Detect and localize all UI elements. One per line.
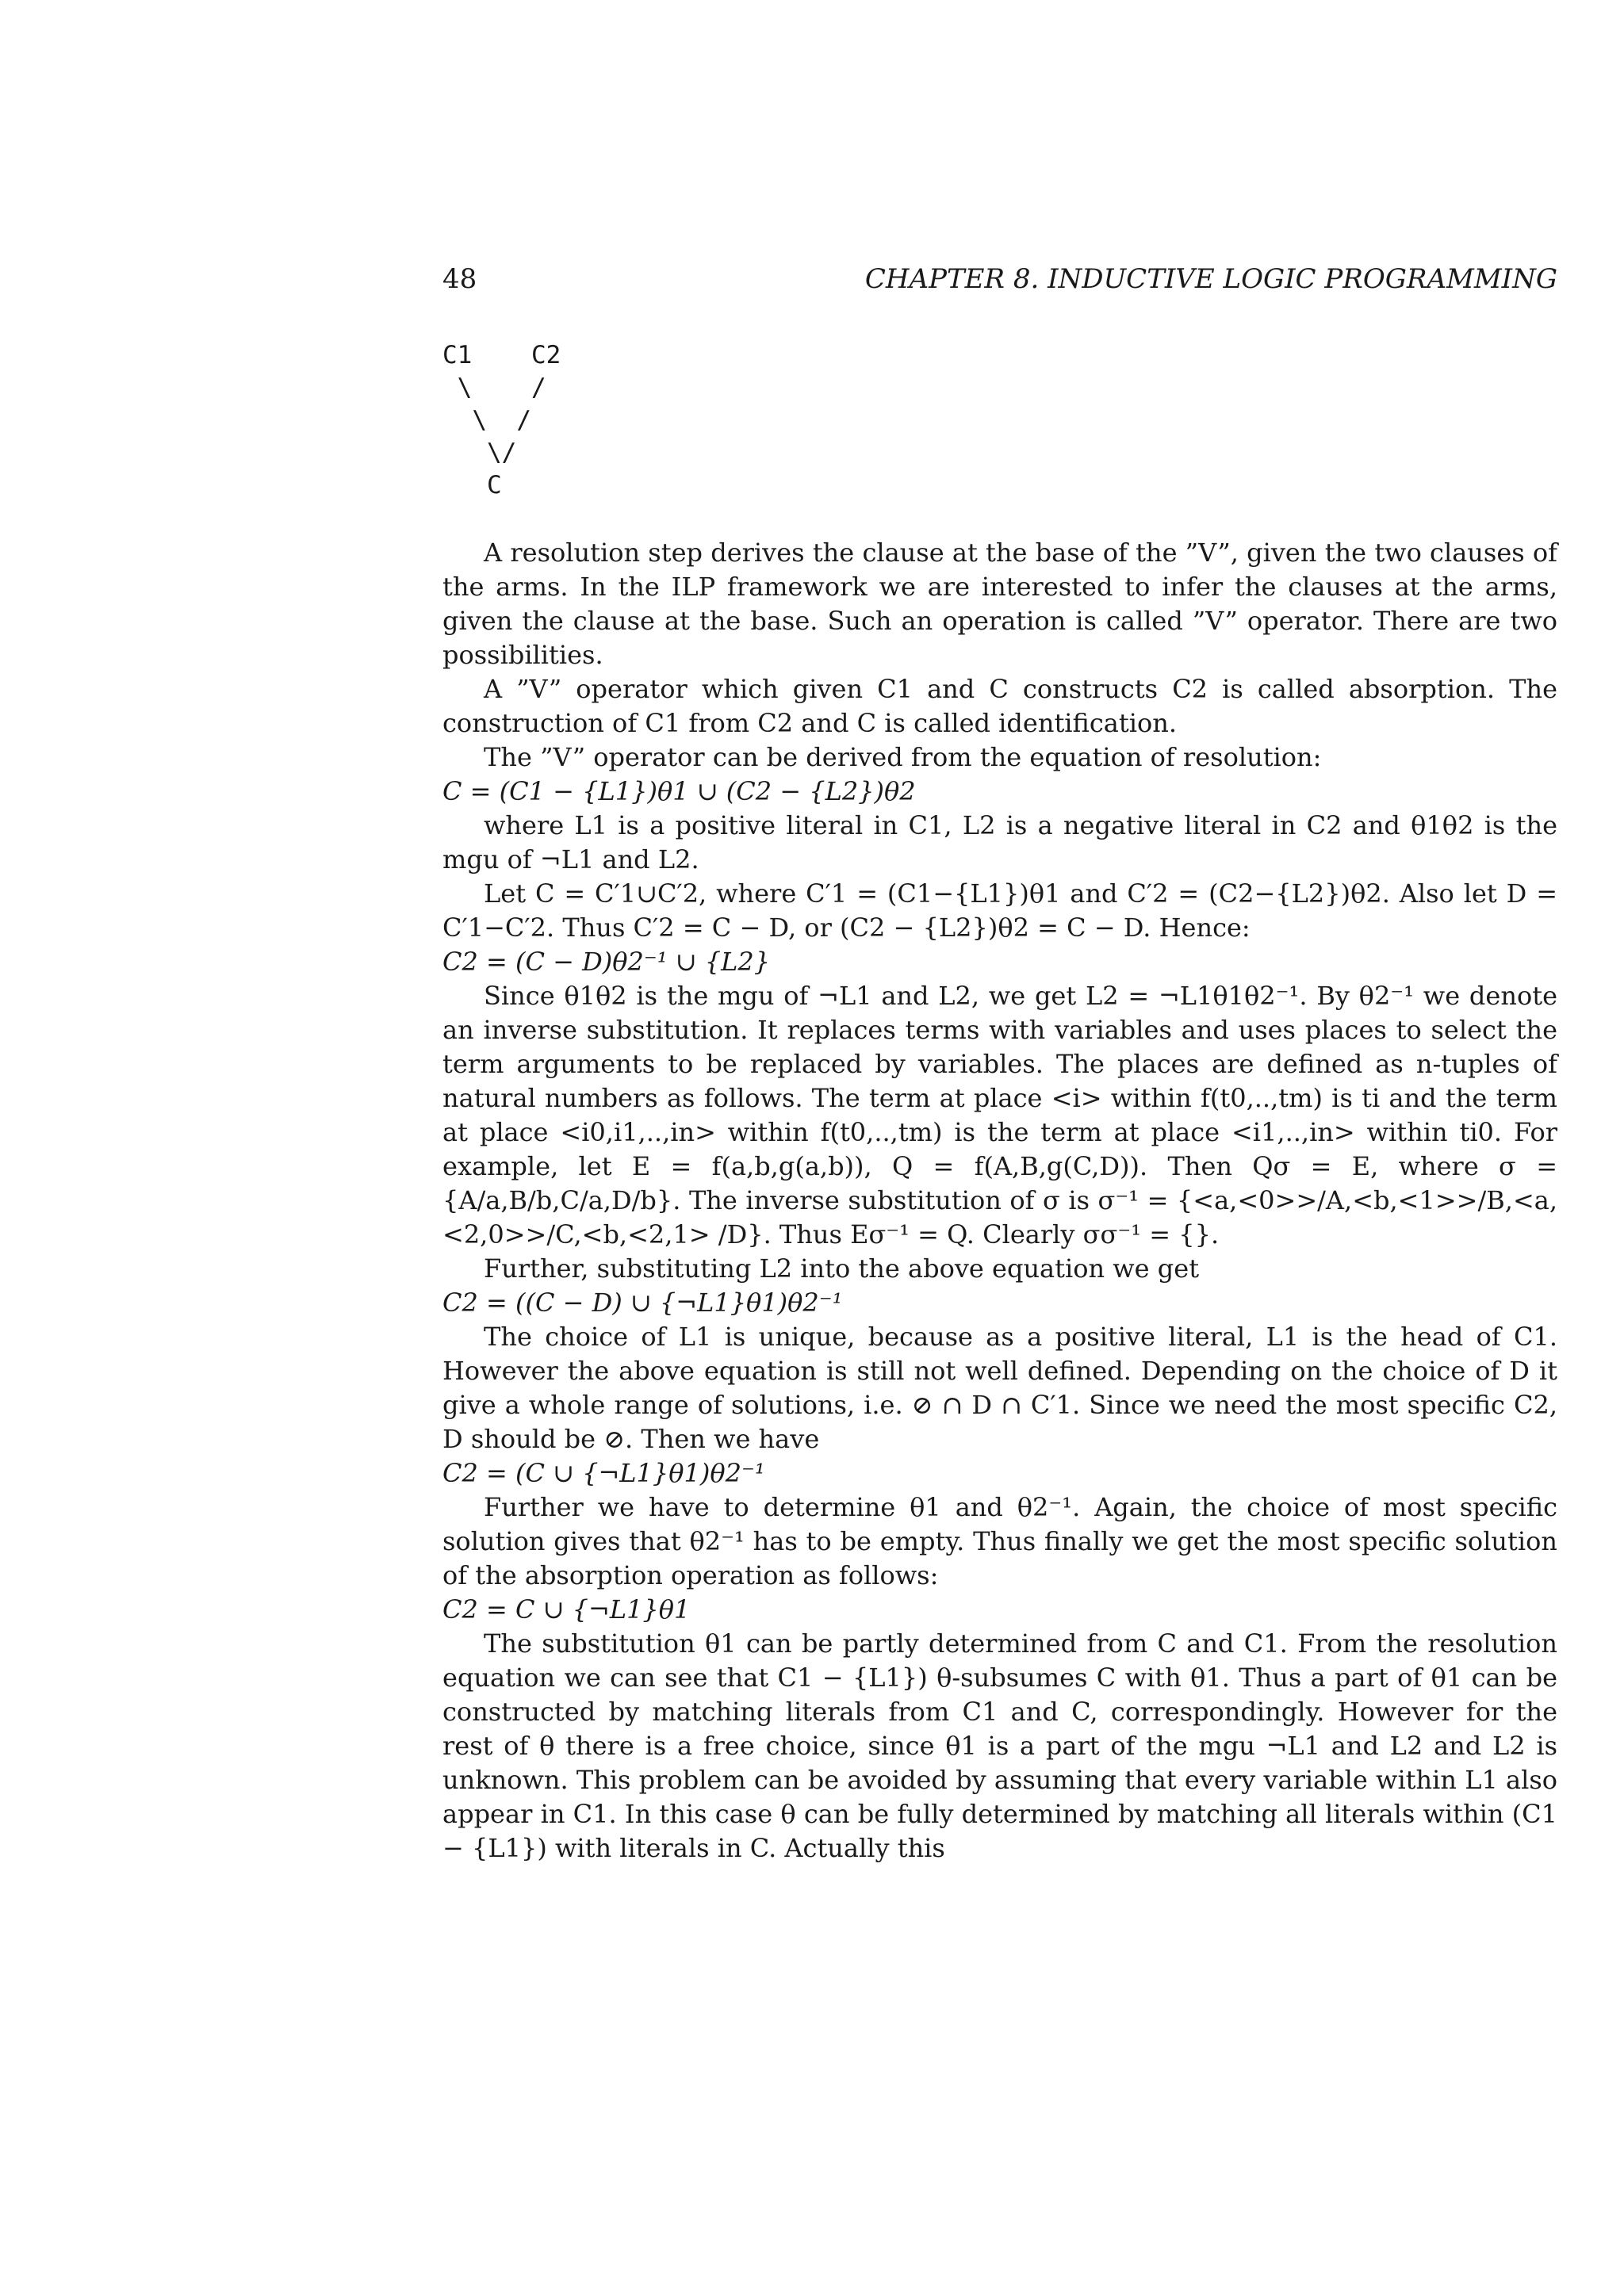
paragraph: Let C = C′1∪C′2, where C′1 = (C1−{L1})θ1 and C′2 = (C2−{L2})θ2. Also let D = C′1−C′2. Thus C′2 = C − D, or (C2 − {L2})θ2 = C − D. Hence: xyxy=(442,878,1557,943)
resolution-equation: C = (C1 − {L1})θ1 ∪ (C2 − {L2})θ2 xyxy=(442,776,916,806)
equation: C2 = (C ∪ {¬L1}θ1)θ2⁻¹ xyxy=(442,1458,765,1488)
paragraph: where L1 is a positive literal in C1, L2 is a negative literal in C2 and θ1θ2 is the mgu of ¬L1 and L2. xyxy=(442,810,1557,874)
paragraph: Since θ1θ2 is the mgu of ¬L1 and L2, we get L2 = ¬L1θ1θ2⁻¹. By θ2⁻¹ we denote an inverse substitution. It replaces terms with variables and uses places to select the term arguments to be replaced by variables. The places are defined as n-tuples of natural numbers as follows. The term at place <i> within f(t0,..,tm) is ti and the term at place <i0,i1,..,in> within f(t0,..,tm) is the term at place <i1,..,in> within ti0. For example, let E = f(a,b,g(a,b)), Q = f(A,B,g(C,D)). Then Qσ = E, where σ = {A/a,B/b,C/a,D/b}. The inverse substitution of σ is σ⁻¹ = {<a,<0>>/A,<b,<1>>/B,<a,<2,0>>/C,<b,<2,1> /D}. Thus Eσ⁻¹ = Q. Clearly σσ⁻¹ = {}. xyxy=(442,981,1557,1249)
paragraph: The substitution θ1 can be partly determined from C and C1. From the resolution equation we can see that C1 − {L1}) θ-subsumes C with θ1. Thus a part of θ1 can be constructed by matching literals from C1 and C, correspondingly. However for the rest of θ there is a free choice, since θ1 is a part of the mgu ¬L1 and L2 and L2 is unknown. This problem can be avoided by assuming that every variable within L1 also appear in C1. In this case θ can be fully determined by matching all literals within (C1 − {L1}) with literals in C. Actually this xyxy=(442,1628,1557,1863)
body-text xyxy=(442,536,1557,1866)
equation: C2 = (C − D)θ2⁻¹ ∪ {L2} xyxy=(442,947,771,977)
running-header xyxy=(442,263,1557,301)
v-operator-diagram: C1 C2 \ / \ / \/ C xyxy=(442,341,561,499)
paragraph: Further we have to determine θ1 and θ2⁻¹. Again, the choice of most specific solution gives that θ2⁻¹ has to be empty. Thus finally we get the most specific solution of the absorption operation as follows: xyxy=(442,1492,1557,1590)
page-number: 48 xyxy=(442,263,477,295)
paragraph: A resolution step derives the clause at the base of the ”V”, given the two clauses of the arms. In the ILP framework we are interested to infer the clauses at the arms, given the clause at the base. Such an operation is called ”V” operator. There are two possibilities. xyxy=(442,538,1557,670)
paragraph: A ”V” operator which given C1 and C constructs C2 is called absorption. The construction of C1 from C2 and C is called identification. xyxy=(442,674,1557,738)
paragraph: Further, substituting L2 into the above equation we get xyxy=(484,1253,1200,1284)
absorption-solution-equation: C2 = C ∪ {¬L1}θ1 xyxy=(442,1594,691,1624)
document-page xyxy=(442,0,1557,2296)
chapter-title: CHAPTER 8. INDUCTIVE LOGIC PROGRAMMING xyxy=(864,263,1557,295)
equation: C2 = ((C − D) ∪ {¬L1}θ1)θ2⁻¹ xyxy=(442,1288,843,1318)
paragraph: The choice of L1 is unique, because as a positive literal, L1 is the head of C1. However the above equation is still not well defined. Depending on the choice of D it give a whole range of solutions, i.e. ⊘ ∩ D ∩ C′1. Since we need the most specific C2, D should be ⊘. Then we have xyxy=(442,1322,1557,1454)
paragraph: The ”V” operator can be derived from the equation of resolution: xyxy=(484,742,1322,772)
